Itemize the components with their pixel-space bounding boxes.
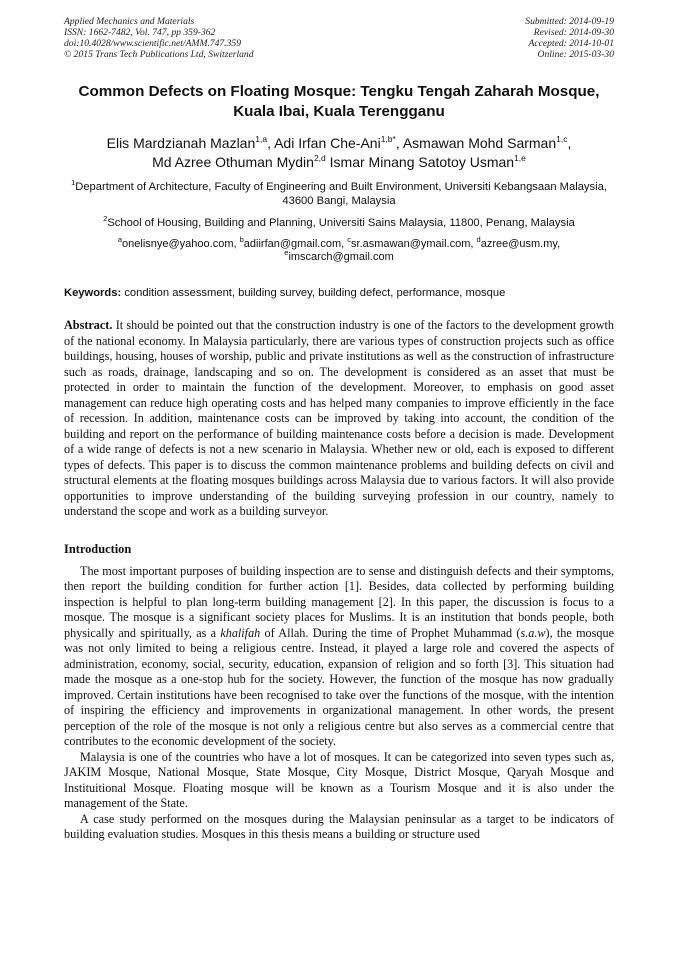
date-revised: Revised: 2014-09-30 (533, 27, 614, 38)
affiliation-sup: 2 (103, 214, 108, 223)
email-separator: , (341, 238, 348, 250)
journal-name: Applied Mechanics and Materials (64, 16, 195, 27)
journal-header (64, 16, 614, 60)
journal-info (64, 16, 254, 60)
date-accepted: Accepted: 2014-10-01 (528, 38, 614, 49)
email-sup: e (284, 248, 289, 257)
italic-term: s.a.w (520, 625, 546, 640)
author-name: Adi Irfan Che-Ani (274, 135, 381, 151)
section-heading-introduction: Introduction (64, 541, 132, 556)
author-name: Elis Mardzianah Mazlan (106, 135, 256, 151)
journal-issn: ISSN: 1662-7482, Vol. 747, pp 359-362 (64, 27, 216, 38)
journal-copyright: © 2015 Trans Tech Publications Ltd, Switzerland (64, 49, 254, 60)
author-affil-sup: 1,c (556, 134, 568, 144)
email-e (284, 248, 394, 263)
date-submitted: Submitted: 2014-09-19 (525, 16, 614, 27)
author-1 (107, 135, 274, 151)
author-emails (64, 235, 614, 264)
author-separator: , (567, 135, 572, 151)
email-a (117, 235, 240, 250)
email-d (476, 235, 561, 250)
paragraph-text: of Allah. During the time of Prophet Muhammad ( (260, 625, 521, 640)
introduction-body (64, 564, 614, 843)
affiliation-2 (64, 216, 614, 230)
author-name: Asmawan Mohd Sarman (402, 135, 557, 151)
author-separator: , (395, 135, 403, 151)
keywords-text: condition assessment, building survey, building defect, performance, mosque (124, 287, 506, 299)
affiliation-sup: 1 (71, 178, 76, 187)
author-4 (152, 154, 330, 170)
email-b (239, 235, 348, 250)
intro-paragraph-3: A case study performed on the mosques during the Malaysian peninsular as a target to be indicators of building evaluation studies. Mosques in this thesis means a building or structure used (64, 811, 614, 841)
author-5 (330, 154, 526, 170)
email-sup: c (347, 235, 352, 244)
author-affil-sup: 1,b* (380, 134, 396, 144)
abstract (64, 318, 614, 520)
email-sup: a (117, 235, 123, 244)
author-separator: , (267, 135, 275, 151)
author-affil-sup: 1,a (255, 134, 268, 144)
italic-term: khalifah (220, 625, 261, 640)
author-name: Md Azree Othuman Mydin (152, 154, 314, 170)
email-link[interactable]: onelisnye@yahoo.com (122, 238, 234, 250)
affiliation-text: School of Housing, Building and Planning, Universiti Sains Malaysia, 11800, Penang, Malaysia (107, 217, 575, 229)
email-link[interactable]: azree@usm.my, (480, 238, 561, 250)
paragraph-text: ), the mosque was not only limited to being a religious centre. Instead, it played a large role and covered the aspects of administration, economy, social, security, education, expansion of religion and so forth [3]. This situation had made the mosque as a one-stop hub for the society. However, the function of the mosque has now gradually improved. Certain institutions have been recognised to take over the functions of the mosque, with the intention of inspiring the efficiency and improvements in organizational management. In other words, the present perception of the role of the mosque is not only a religious centre but also serves as a commercial centre that contributes to the economic development of the society. (64, 625, 614, 748)
date-online: Online: 2015-03-30 (537, 49, 614, 60)
author-affil-sup: 1,e (514, 153, 526, 163)
paper-title: Common Defects on Floating Mosque: Tengku Tengah Zaharah Mosque, Kuala Ibai, Kuala Terengganu (78, 83, 600, 120)
email-link[interactable]: adiirfan@gmail.com (243, 238, 342, 250)
email-sup: b (239, 235, 244, 244)
keywords-label: Keywords: (64, 287, 122, 299)
abstract-label: Abstract. (64, 318, 113, 332)
author-3 (403, 135, 572, 151)
affiliation-text: Department of Architecture, Faculty of Engineering and Built Environment, Universiti Kebangsaan Malaysia, 43600 Bangi, Malaysia (75, 181, 607, 207)
affiliation-1 (64, 180, 614, 208)
author-list (64, 134, 614, 172)
intro-paragraph-1 (64, 564, 614, 750)
email-c (347, 235, 477, 250)
author-name: Ismar Minang Satotoy Usman (329, 154, 515, 170)
paragraph-text: The most important purposes of building inspection are to sense and distinguish defects and their symptoms, then report the building condition for further action [1]. Besides, data collected by performing building inspection is helpful to plan long-term building management [2]. In this paper, the discussion is focus to a mosque. The mosque is a significant society places for Muslims. It is an institution that bonds people, both physically and spiritually, as a (64, 563, 614, 640)
email-link[interactable]: sr.asmawan@ymail.com (351, 238, 471, 250)
intro-paragraph-2: Malaysia is one of the countries who have a lot of mosques. It can be categorized into seven types such as, JAKIM Mosque, National Mosque, State Mosque, City Mosque, District Mosque, Qaryah Mosque and Instituitional Mosque. Floating mosque will be known as a Tourism Mosque and it is also under the management of the State. (64, 749, 614, 810)
author-affil-sup: 2,d (313, 153, 326, 163)
abstract-text: It should be pointed out that the construction industry is one of the factors to the development growth of the national economy. In Malaysia particularly, there are various types of construction projects such as office buildings, housing, houses of worship, public and private institutions as well as the construction of infrastructure such as roads, drainage, landscaping and so on. The development is considered as an asset that must be protected in order to maintain the function of the development. Moreover, to emphasis on good asset management can reduce high operating costs and has helped many companies to improve efficiently in the face of recession. In addition, maintenance costs can be improved by taking into account, the condition of the building and report on the performance of building maintenance costs before a decision is made. Development of a wide range of defects is not a new scenario in Malaysia. Whether new or old, each is exposed to different types of defects. This paper is to discuss the common maintenance problems and building defects on civil and structural elements at the floating mosques buildings across Malaysia due to various factors. It will also provide opportunities to improve understanding of the building surveying profession in our country, namely to understand the scope and work as a building surveyor. (64, 318, 615, 518)
email-separator: , (233, 238, 240, 250)
keywords (64, 286, 614, 300)
email-link[interactable]: imscarch@gmail.com (288, 251, 394, 263)
submission-dates (525, 16, 614, 60)
journal-doi: doi:10.4028/www.scientific.net/AMM.747.359 (64, 38, 242, 49)
email-sup: d (476, 235, 481, 244)
author-2 (274, 135, 403, 151)
email-separator: , (470, 238, 477, 250)
